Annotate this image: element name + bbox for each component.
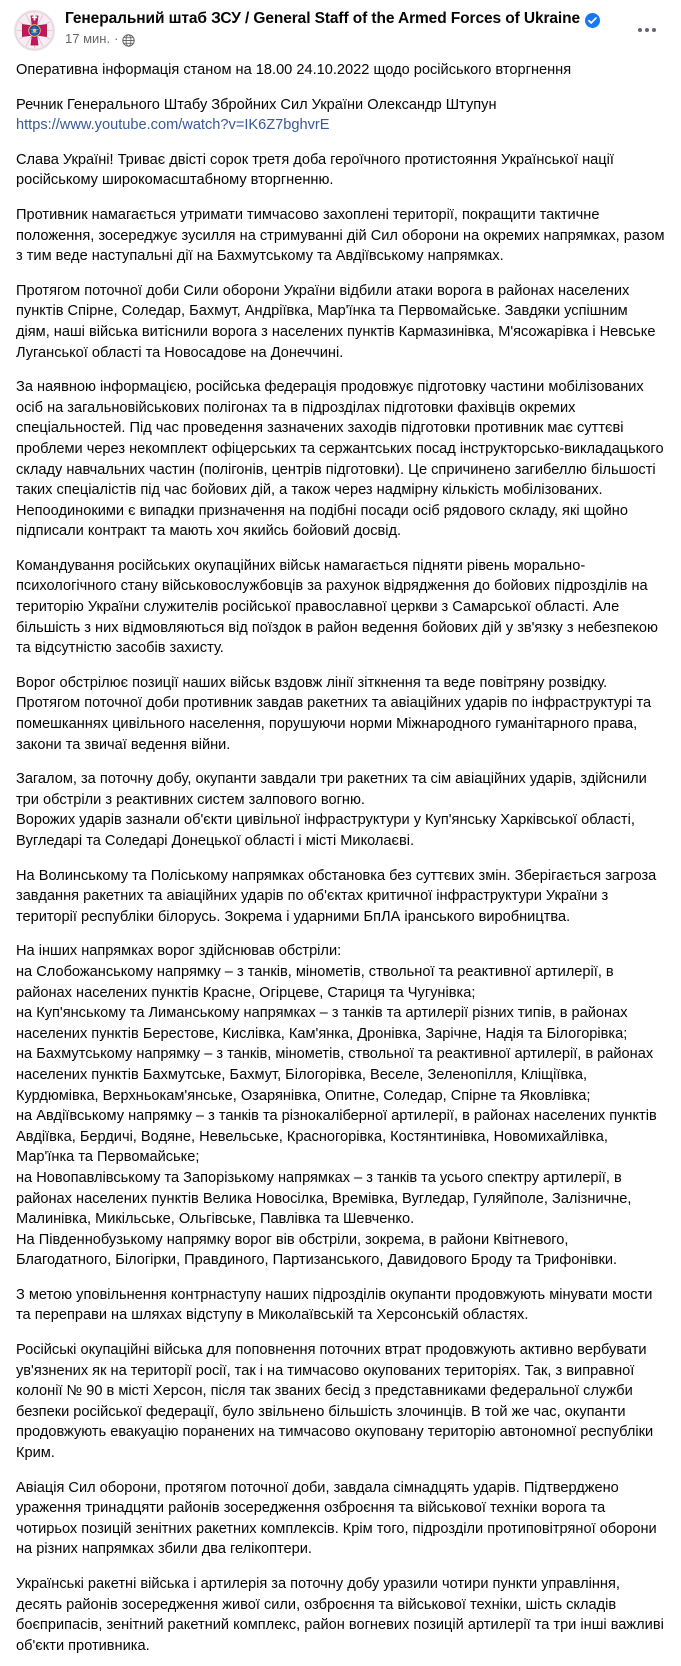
post-timestamp[interactable]: 17 мин. <box>65 31 111 46</box>
paragraph-mining-bridges: З метою уповільнення контрнаступу наших підрозділів окупанти продовжують мінувати мости та переправи на шляхах відступу в Миколаївській та Херсонській областях. <box>16 1286 653 1324</box>
paragraph-shelling-recon: Ворог обстрілює позиції наших військ вздовж лінії зіткнення та веде повітряну розвідку. Протягом поточної доби противник завдав ракетних та авіаційних ударів по інфраструктурі та помешканнях цивільного населення, порушуючи норми Міжнародного гуманітарного права, закони та звичаї ведення війни. <box>16 674 652 753</box>
ellipsis-dot <box>652 28 656 32</box>
post-headline: Оперативна інформація станом на 18.00 24.10.2022 щодо російського вторгнення <box>16 62 572 78</box>
post-meta-row <box>65 31 669 47</box>
post-header <box>0 0 681 55</box>
direction-slobozhanskyi: на Слобожанському напрямку – з танків, мінометів, ствольної та реактивної артилерії, в районах населених пунктів Красне, Огірцеве, Стариця та Чугунівка; <box>16 963 614 1001</box>
paragraph-aviation-strikes: Авіація Сил оборони, протягом поточної доби, завдала сімнадцять ударів. Підтверджено ураження тринадцяти районів зосередження озброєння та військової техніки ворога та чотирьох позицій зенітних ракетних комплексів. Крім того, підрозділи протиповітряної оборони на різних напрямках збили два гелікоптери. <box>16 1479 657 1558</box>
direction-pivdennyi-buh: На Південнобузькому напрямку ворог вів обстріли, зокрема, в райони Квітневого, Благодатного, Білогірки, Правдиного, Партизанського, Давидового Броду та Трифонівки. <box>16 1231 618 1269</box>
direction-bakhmut: на Бахмутському напрямку – з танків, мінометів, ствольної та реактивної артилерії, в районах населених пунктів Бахмутське, Бахмут, Білогорівка, Веселе, Зеленопілля, Кліщіївка, Курдюмівка, Верхньокам'янське, Озарянівка, Опитне, Соледар, Спірне та Яковлівка; <box>16 1046 654 1104</box>
paragraph-missile-artillery: Українські ракетні війська і артилерія за поточну добу уразили чотири пункти управління, десять районів зосередження живої сили, озброєння та військової техніки, шість складів боєприпасів, зенітний ракетний комплекс, район вогневих позицій артилерії та три інші важливі об'єкти противника. <box>16 1576 664 1654</box>
paragraph-morale-clergy: Командування російських окупаційних військ намагається підняти рівень морально-психологічного стану військовослужбовців за рахунок відрядження до бойових підрозділів на територію України служителів російської православної церкви з Самарської області. Але більшість з них відмовляються від поїздок в район ведення бойових дій у зв'язку з небезпекою та відсутністю засобів захисту. <box>16 557 658 657</box>
spokesman-block <box>16 95 665 136</box>
strikes-targets-line: Ворожих ударів зазнали об'єкти цивільної інфраструктури у Куп'янську Харківської області, Вугледарі та Соледарі Донецької області і місті Миколаєві. <box>16 812 635 849</box>
paragraph-mobilization-training: За наявною інформацією, російська федерація продовжує підготовку частини мобілізованих осіб на загальновійськових полігонах та в підрозділах підготовки фахівців окремих спеціальностей. Під час проведення зазначених заходів підготовки противник має суттєві проблеми через некомплект офіцерських та сержантських посад інструкторсько-викладацького складу навчальних частин (полігонів, центрів підготовки). Це спричинено загибеллю більшості таких спеціалістів під час бойових дій, а також через надмірну кількість мобілізованих. Непоодинокими є випадки призначення на подібні посади осіб рядового складу, які щойно підписали контракт та мають хоч якийсь бойовий досвід. <box>16 379 664 540</box>
spokesman-line: Речник Генерального Штабу Збройних Сил України Олександр Штупун <box>16 96 497 113</box>
ukraine-general-staff-emblem-icon <box>15 11 54 50</box>
paragraph-volyn-polissia: На Волинському та Поліському напрямках обстановка без суттєвих змін. Зберігається загроза завдання ракетних та авіаційних ударів по об'єктах критичної інфраструктури України з території республіки білорусь. Зокрема і ударними БпЛА іранського виробництва. <box>16 867 657 925</box>
post-body <box>0 55 681 1666</box>
globe-icon[interactable] <box>122 34 135 47</box>
page-name[interactable]: Генеральний штаб ЗСУ / General Staff of the Armed Forces of Ukraine <box>65 10 581 27</box>
paragraph-prisoner-recruitment: Російські окупаційні війська для поповнення поточних втрат продовжують активно вербувати ув'язнених як на території росії, так і на тимчасово окупованих територіях. Так, з виправної колонії № 90 в місті Херсон, після так званих бесід з представниками федеральної служби безпеки російської федерації, було звільнено більшість злочинців. В той же час, окупанти продовжують евакуацію поранених на тимчасово окуповану територію автономної республіки Крим. <box>16 1342 654 1462</box>
directions-intro: На інших напрямках ворог здійснював обстріли: <box>16 943 342 960</box>
paragraph-enemy-holding: Противник намагається утримати тимчасово захоплені території, покращити тактичне положення, зосереджує зусилля на стримуванні дій Сил оборони на окремих напрямках, разом з тим веде наступальні дії на Бахмутському та Авдіївському напрямках. <box>16 206 665 265</box>
avatar[interactable] <box>14 10 55 51</box>
video-link[interactable]: https://www.youtube.com/watch?v=IK6Z7bghvrE <box>16 117 330 134</box>
post-options-button[interactable] <box>631 14 663 46</box>
directions-block <box>16 941 665 1271</box>
ellipsis-dot <box>645 28 649 32</box>
ellipsis-dot <box>638 28 642 32</box>
strikes-summary-block <box>16 769 665 851</box>
verified-badge-icon <box>585 13 600 28</box>
direction-kupiansk-lyman: на Куп'янському та Лиманському напрямках – з танків та артилерії різних типів, в районах населених пунктів Берестове, Кислівка, Кам'янка, Дронівка, Зарічне, Надія та Білогорівка; <box>16 1005 628 1042</box>
meta-separator: · <box>114 31 119 46</box>
paragraph-repelled-attacks: Протягом поточної доби Сили оборони України відбили атаки ворога в районах населених пунктів Спірне, Соледар, Бахмут, Андріївка, Мар'їнка та Первомайське. Завдяки успішним діям, наші війська витіснили ворога з населених пунктів Кармазинівка, М'ясожарівка і Невське Луганської області та Новосадове на Донеччині. <box>16 282 656 361</box>
strikes-total-line: Загалом, за поточну добу, окупанти завдали три ракетних та сім авіаційних ударів, здійснили три обстріли з реактивних систем залпового вогню. <box>16 771 647 808</box>
direction-novopavlivka-zaporizhzhia: на Новопавлівському та Запорізькому напрямках – з танків та усього спектру артилерії, в районах населених пунктів Велика Новосілка, Времівка, Вугледар, Гуляйполе, Залізничне, Малинівка, Микільське, Ольгівське, Павлівка та Шевченко. <box>16 1169 632 1228</box>
paragraph-slava: Слава Україні! Триває двісті сорок третя доба героїчного протистояння Української нації російському широкомасштабному вторгненню. <box>16 151 614 189</box>
page-name-row <box>65 10 669 28</box>
direction-avdiivka: на Авдіївському напрямку – з танків та різнокаліберної артилерії, в районах населених пунктів Авдіївка, Бердичі, Водяне, Невельське, Красногорівка, Костянтинівка, Новомихайлівка, Мар'їнка та Первомайське; <box>16 1108 657 1166</box>
post-author-block <box>65 9 669 47</box>
